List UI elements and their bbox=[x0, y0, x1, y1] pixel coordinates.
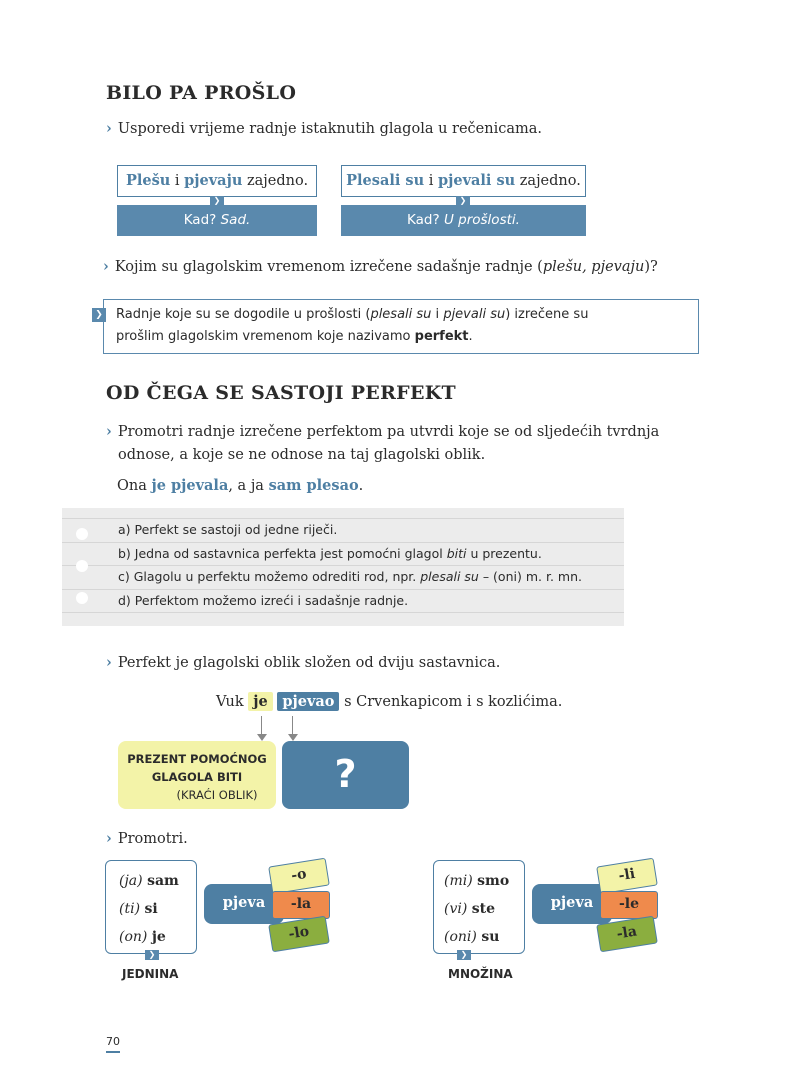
stem-plural: pjeva bbox=[532, 884, 612, 924]
statement-d: d) Perfektom možemo izreći i sadašnje radnje. bbox=[62, 590, 624, 614]
suffix-li: -li bbox=[596, 858, 658, 895]
answer-bar-present: Kad? Sad. bbox=[117, 205, 317, 236]
chevron-right-icon: › bbox=[106, 120, 112, 137]
stem-singular: pjeva bbox=[204, 884, 284, 924]
paper-hole bbox=[76, 592, 88, 604]
statement-c: c) Glagolu u perfektu možemo odrediti rod, npr. plesali su – (oni) m. r. mn. bbox=[62, 566, 624, 590]
list-item: (ti) si bbox=[119, 901, 158, 917]
statement-b: b) Jedna od sastavnica perfekta jest pomoćni glagol biti u prezentu. bbox=[62, 543, 624, 567]
chevron-right-icon: › bbox=[106, 654, 112, 671]
example-box-present: Plešu i pjevaju zajedno. bbox=[117, 165, 317, 197]
instruction-compose: › Perfekt je glagolski oblik složen od dviju sastavnica. bbox=[106, 654, 501, 671]
chevron-down-icon: ❯ bbox=[210, 196, 224, 206]
auxiliary-box: PREZENT POMOĆNOG GLAGOLA BITI (KRAĆI OBLIK) bbox=[118, 741, 276, 809]
question-tense: › Kojim su glagolskim vremenom izrečene sadašnje radnje (plešu, pjevaju)? bbox=[103, 258, 658, 275]
chevron-right-icon: › bbox=[103, 258, 109, 275]
list-item: (ja) sam bbox=[119, 873, 179, 889]
statement-a: a) Perfekt se sastoji od jedne riječi. bbox=[62, 519, 624, 543]
unknown-component-box: ? bbox=[282, 741, 409, 809]
plural-label: MNOŽINA bbox=[448, 967, 513, 981]
answer-bar-past: Kad? U prošlosti. bbox=[341, 205, 586, 236]
arrow-down-icon bbox=[288, 734, 298, 741]
instruction-statements: › Promotri radnje izrečene perfektom pa utvrdi koje se od sljedećih tvrdnja odnose, a koje se ne odnose na taj glagolski oblik. bbox=[106, 423, 660, 463]
suffix-la: -la bbox=[272, 891, 330, 919]
definition-note: Radnje koje su se dogodile u prošlosti (plesali su i pjevali su) izrečene su prošlim glagolskim vremenom koje nazivamo perfekt. bbox=[103, 299, 699, 354]
instruction-observe: › Promotri. bbox=[106, 830, 188, 847]
list-item: (oni) su bbox=[444, 929, 500, 945]
chevron-down-icon: ❯ bbox=[457, 950, 471, 960]
statements-paper bbox=[62, 508, 624, 626]
chevron-right-icon: › bbox=[106, 830, 112, 847]
list-item: (vi) ste bbox=[444, 901, 496, 917]
singular-label: JEDNINA bbox=[122, 967, 179, 981]
chevron-right-icon: › bbox=[106, 423, 112, 440]
participle-highlight: pjevao bbox=[277, 692, 339, 711]
list-item: (mi) smo bbox=[444, 873, 510, 889]
singular-auxiliary-card bbox=[105, 860, 197, 954]
suffix-lo: -lo bbox=[268, 916, 330, 953]
list-item: (on) je bbox=[119, 929, 166, 945]
perfekt-sentence: Vuk je pjevao s Crvenkapicom i s kozlićima. bbox=[216, 693, 563, 710]
section-heading-perfekt: OD ČEGA SE SASTOJI PERFEKT bbox=[106, 382, 456, 404]
paper-hole bbox=[76, 560, 88, 572]
instruction-compare: › Usporedi vrijeme radnje istaknutih glagola u rečenicama. bbox=[106, 120, 542, 137]
suffix-o: -o bbox=[268, 858, 330, 895]
chevron-down-icon: ❯ bbox=[456, 196, 470, 206]
arrow-down-icon bbox=[257, 734, 267, 741]
page-number: 70 bbox=[106, 1035, 120, 1053]
example-box-past: Plesali su i pjevali su zajedno. bbox=[341, 165, 586, 197]
auxiliary-highlight: je bbox=[248, 692, 272, 711]
chevron-right-icon: ❯ bbox=[92, 308, 106, 322]
plural-auxiliary-card bbox=[433, 860, 525, 954]
suffix-le: -le bbox=[600, 891, 658, 919]
paper-hole bbox=[76, 528, 88, 540]
section-heading-bilo-pa-proslo: BILO PA PROŠLO bbox=[106, 82, 297, 104]
example-sentence: Ona je pjevala, a ja sam plesao. bbox=[117, 477, 364, 494]
suffix-la: -la bbox=[596, 916, 658, 953]
chevron-down-icon: ❯ bbox=[145, 950, 159, 960]
